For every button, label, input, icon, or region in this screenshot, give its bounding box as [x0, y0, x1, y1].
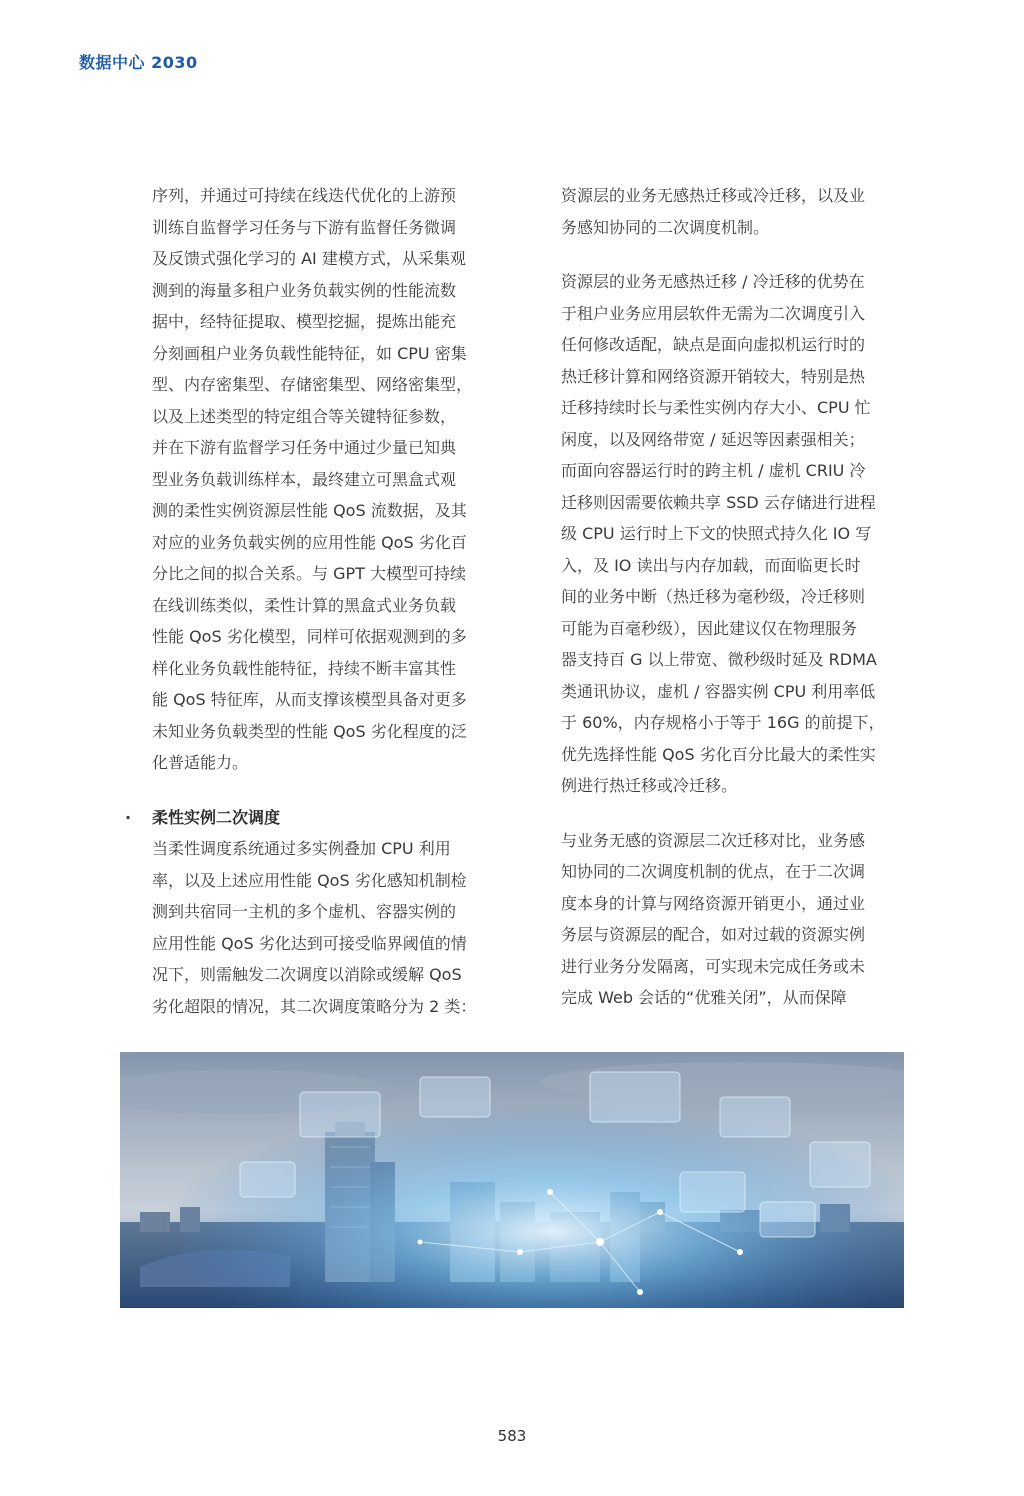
text-line: 热迁移计算和网络资源开销较大，特别是热 [561, 366, 866, 386]
text-line: 器支持百 G 以上带宽、微秒级时延及 RDMA [561, 650, 877, 669]
text-line: 级 CPU 运行时上下文的快照式持久化 IO 写 [561, 524, 872, 543]
text-line: 在线训练类似，柔性计算的黑盒式业务负载 [152, 595, 457, 615]
text-line: 型、内存密集型、存储密集型、网络密集型， [152, 375, 473, 394]
right-paragraph-1 [561, 180, 906, 243]
text-line: 当柔性调度系统通过多实例叠加 CPU 利用 [152, 839, 451, 858]
text-line: 入，及 IO 读出与内存加载，而面临更长时 [561, 555, 861, 575]
text-line: 知协同的二次调度机制的优点，在于二次调 [561, 862, 866, 881]
paragraph-gap [152, 779, 497, 802]
section-heading: 柔性实例二次调度 [152, 807, 281, 827]
text-line: 度本身的计算与网络资源开销更小，通过业 [561, 893, 866, 913]
text-line: 据中，经特征提取、模型挖掘，提炼出能充 [152, 312, 457, 331]
text-line: 对应的业务负载实例的应用性能 QoS 劣化百 [152, 532, 467, 552]
paragraph-gap [561, 243, 906, 266]
text-line: 而面向容器运行时的跨主机 / 虚机 CRIU 冷 [561, 461, 866, 480]
text-line: 况下，则需触发二次调度以消除或缓解 QoS [152, 965, 462, 984]
text-line: 应用性能 QoS 劣化达到可接受临界阈值的情 [152, 933, 467, 953]
city-network-illustration [120, 1052, 904, 1308]
text-line: 未知业务负载类型的性能 QoS 劣化程度的泛 [152, 721, 467, 741]
bullet-dot-icon: · [125, 807, 132, 827]
text-line: 类通讯协议，虚机 / 容器实例 CPU 利用率低 [561, 681, 876, 701]
text-line: 分刻画租户业务负载性能特征，如 CPU 密集 [152, 343, 467, 363]
text-line: 劣化超限的情况，其二次调度策略分为 2 类： [152, 996, 477, 1016]
right-paragraph-3 [561, 825, 906, 1014]
text-line: 率，以及上述应用性能 QoS 劣化感知机制检 [152, 870, 467, 890]
text-line: 任何修改适配，缺点是面向虚拟机运行时的 [561, 335, 866, 354]
text-line: 资源层的业务无感热迁移 / 冷迁移的优势在 [561, 272, 865, 291]
text-line: 间的业务中断（热迁移为毫秒级，冷迁移则 [561, 587, 866, 606]
text-line: 优先选择性能 QoS 劣化百分比最大的柔性实 [561, 744, 876, 764]
text-line: 务感知协同的二次调度机制。 [561, 217, 770, 237]
text-line: 型业务负载训练样本，最终建立可黑盒式观 [152, 469, 457, 489]
text-line: 能 QoS 特征库，从而支撑该模型具备对更多 [152, 690, 467, 709]
text-line: 务层与资源层的配合，如对过载的资源实例 [561, 925, 866, 944]
paragraph-gap [561, 802, 906, 825]
left-paragraph-2 [152, 833, 497, 1022]
text-line: 于租户业务应用层软件无需为二次调度引入 [561, 303, 866, 323]
bullet-item [125, 802, 497, 834]
text-line: 性能 QoS 劣化模型，同样可依据观测到的多 [152, 627, 467, 646]
running-header: 数据中心 2030 [79, 53, 198, 72]
right-column [561, 180, 906, 1014]
text-line: 迁移则因需要依赖共享 SSD 云存储进行进程 [561, 492, 876, 512]
text-line: 进行业务分发隔离，可实现未完成任务或未 [561, 956, 866, 976]
text-line: 分比之间的拟合关系。与 GPT 大模型可持续 [152, 564, 466, 583]
text-line: 及反馈式强化学习的 AI 建模方式，从采集观 [152, 249, 466, 268]
text-line: 测到共宿同一主机的多个虚机、容器实例的 [152, 902, 457, 921]
text-line: 于 60%，内存规格小于等于 16G 的前提下， [561, 713, 885, 732]
text-line: 资源层的业务无感热迁移或冷迁移，以及业 [561, 186, 866, 205]
text-line: 训练自监督学习任务与下游有监督任务微调 [152, 217, 457, 237]
text-line: 样化业务负载性能特征，持续不断丰富其性 [152, 658, 457, 678]
text-line: 与业务无感的资源层二次迁移对比，业务感 [561, 830, 866, 850]
text-line: 例进行热迁移或冷迁移。 [561, 776, 738, 795]
text-line: 闲度，以及网络带宽 / 延迟等因素强相关； [561, 429, 865, 449]
text-line: 序列，并通过可持续在线迭代优化的上游预 [152, 186, 457, 205]
text-line: 可能为百毫秒级），因此建议仅在物理服务 [561, 618, 858, 638]
text-line: 以及上述类型的特定组合等关键特征参数， [152, 406, 457, 426]
text-line: 完成 Web 会话的“优雅关闭”，从而保障 [561, 988, 847, 1007]
page-number: 583 [497, 1427, 527, 1445]
left-paragraph-1 [152, 180, 497, 779]
text-line: 测到的海量多租户业务负载实例的性能流数 [152, 280, 457, 300]
text-line: 测的柔性实例资源层性能 QoS 流数据，及其 [152, 501, 467, 520]
text-line: 化普适能力。 [152, 753, 249, 772]
city-network-image [120, 1052, 904, 1308]
text-line: 迁移持续时长与柔性实例内存大小、CPU 忙 [561, 398, 871, 417]
right-paragraph-2 [561, 266, 906, 802]
left-column [125, 180, 497, 1022]
text-line: 并在下游有监督学习任务中通过少量已知典 [152, 438, 457, 457]
